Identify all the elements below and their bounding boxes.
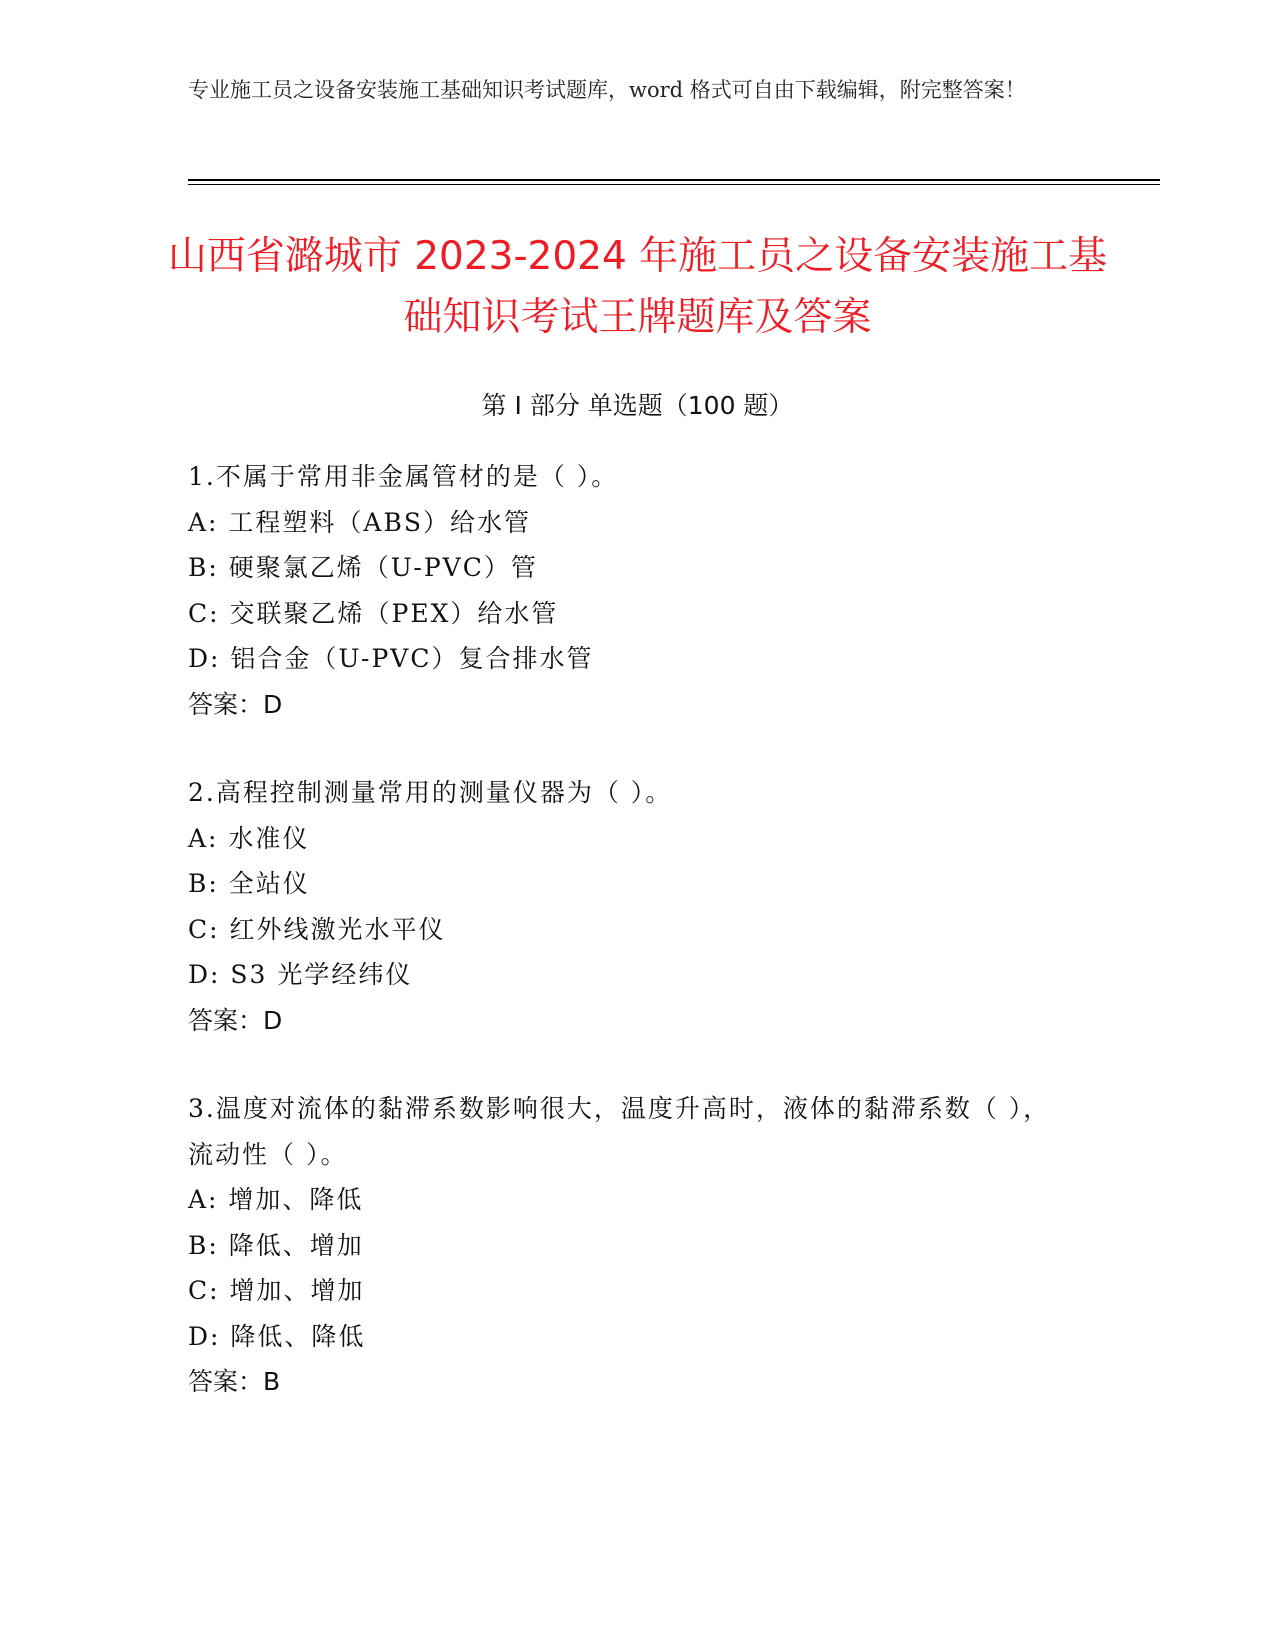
option-a: A: 增加、降低	[188, 1185, 364, 1214]
header-rule-thick	[188, 179, 1160, 181]
header-rule-thin	[188, 184, 1160, 185]
answer: 答案：D	[188, 1005, 283, 1035]
option-b: B: 硬聚氯乙烯（U-PVC）管	[188, 553, 538, 582]
question-3	[188, 1086, 1068, 1405]
question-1	[188, 454, 1068, 727]
option-c: C: 增加、增加	[188, 1276, 365, 1305]
question-stem: 1.不属于常用非金属管材的是（ ）。	[188, 462, 619, 491]
option-d: D: 降低、降低	[188, 1321, 366, 1351]
answer: 答案：B	[188, 1367, 281, 1396]
option-c: C: 交联聚乙烯（PEX）给水管	[188, 598, 559, 628]
question-stem: 2.高程控制测量常用的测量仪器为（ ）。	[188, 778, 673, 807]
question-2	[188, 770, 1068, 1043]
option-d: D: 铝合金（U-PVC）复合排水管	[188, 644, 594, 673]
header-note: 专业施工员之设备安装施工基础知识考试题库，word 格式可自由下载编辑，附完整答案！	[188, 78, 1026, 102]
option-a: A: 水准仪	[188, 823, 310, 853]
answer: 答案：D	[188, 689, 283, 719]
question-stem: 3.温度对流体的黏滞系数影响很大，温度升高时，液体的黏滞系数（ ），流动性（ ）。	[188, 1094, 1051, 1169]
option-a: A: 工程塑料（ABS）给水管	[188, 507, 531, 537]
option-b: B: 降低、增加	[188, 1230, 364, 1260]
option-b: B: 全站仪	[188, 869, 310, 898]
section-heading: 第 I 部分 单选题（100 题）	[481, 391, 794, 420]
document-title: 山西省潞城市 2023-2024 年施工员之设备安装施工基础知识考试王牌题库及答案	[167, 234, 1108, 340]
option-d: D: S3 光学经纬仪	[188, 960, 413, 989]
option-c: C: 红外线激光水平仪	[188, 914, 446, 944]
